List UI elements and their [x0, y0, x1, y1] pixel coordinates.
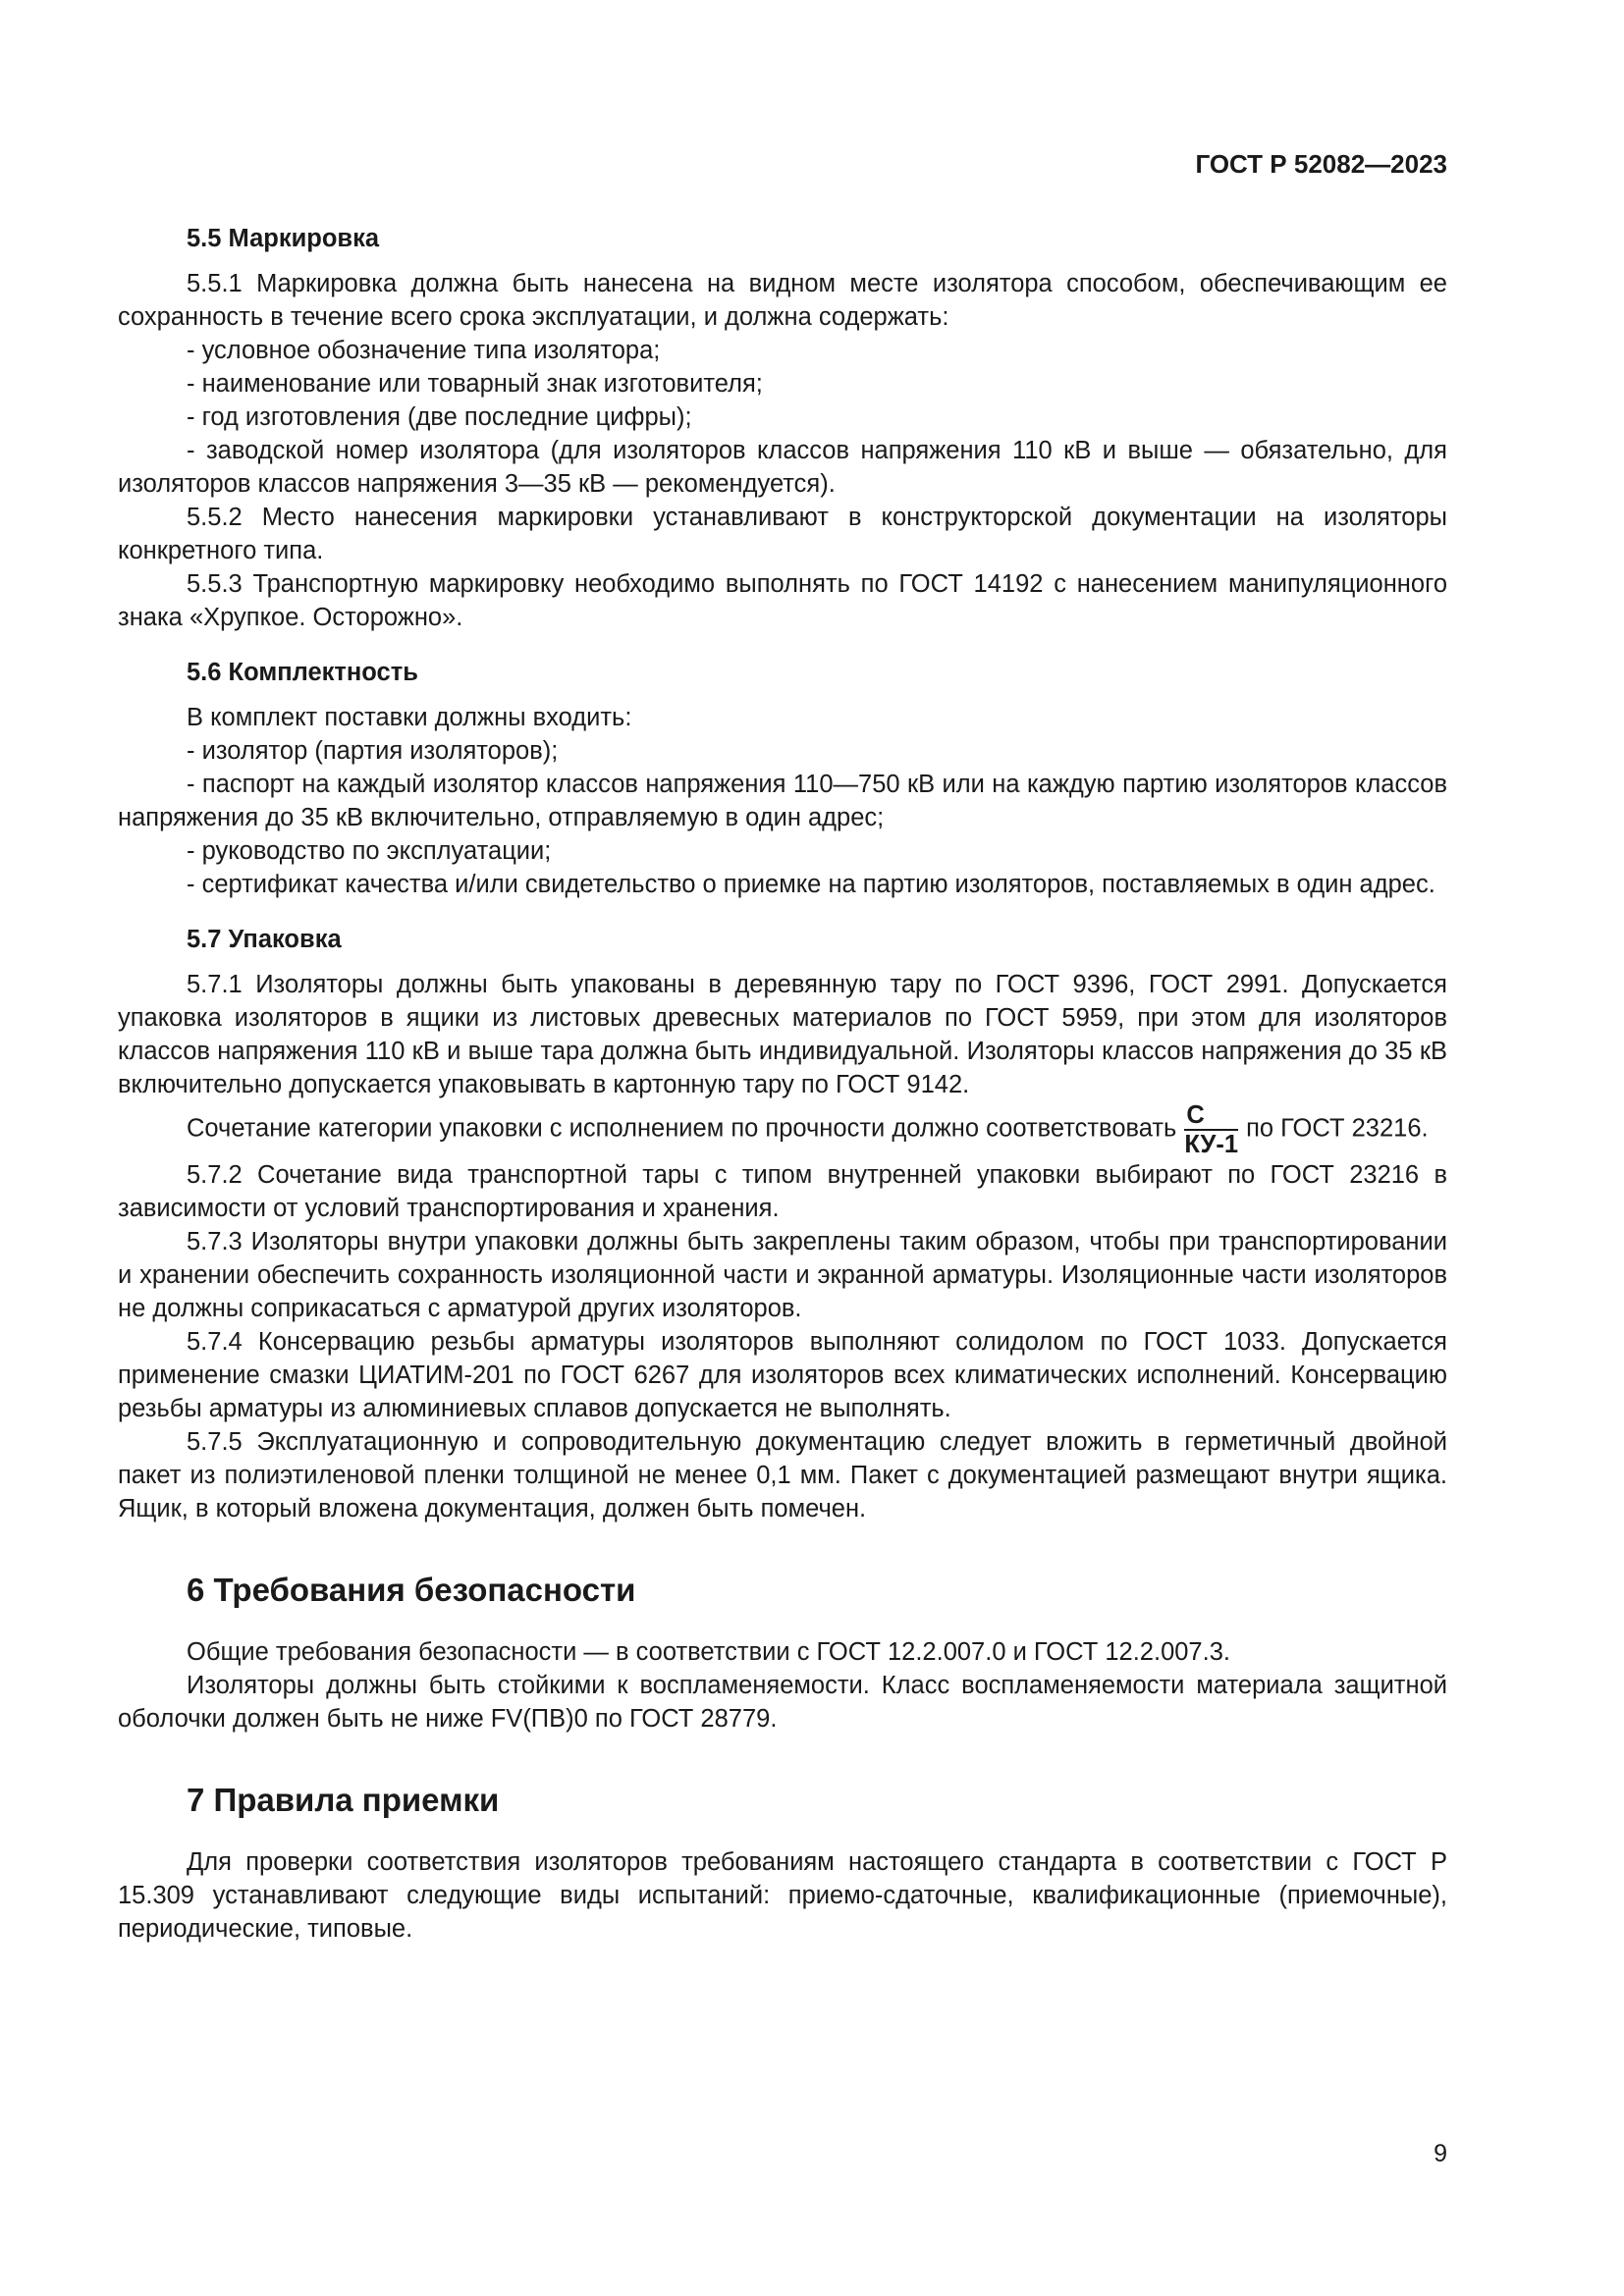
list-item: - год изготовления (две последние цифры);: [187, 403, 692, 431]
paragraph-5-7-3: 5.7.3 Изоляторы внутри упаковки должны быть закреплены таким образом, чтобы при транспортировании и хранении обеспечить сохранность изоляционной части и экранной арматуры. Изоляционные части изоляторов не должны соприкасаться с арматурой других изоляторов.: [118, 1228, 1447, 1322]
document-code: ГОСТ Р 52082—2023: [1195, 149, 1447, 179]
section-5-7-title: 5.7 Упаковка: [187, 926, 342, 953]
list-item: - условное обозначение типа изолятора;: [187, 337, 661, 364]
paragraph-5-6-intro: В комплект поставки должны входить:: [187, 704, 632, 731]
list-item: - паспорт на каждый изолятор классов напряжения 110—750 кВ или на каждую партию изоляторов классов напряжения до 35 кВ включительно, отправляемую в один адрес;: [118, 771, 1447, 831]
paragraph-5-7-5: 5.7.5 Эксплуатационную и сопроводительную документацию следует вложить в герметичный двойной пакет из полиэтиленовой пленки толщиной не менее 0,1 мм. Пакет с документацией размещают внутри ящика. Ящик, в который вложена документация, должен быть помечен.: [118, 1428, 1447, 1522]
fraction-numerator: С: [1184, 1101, 1238, 1131]
page-number: 9: [1434, 2140, 1447, 2167]
list-item: - наименование или товарный знак изготовителя;: [187, 370, 763, 398]
paragraph-5-7-1-combination: [118, 1101, 1447, 1158]
page-content: [118, 222, 1447, 1946]
paragraph-6-1: Общие требования безопасности — в соответствии с ГОСТ 12.2.007.0 и ГОСТ 12.2.007.3.: [187, 1638, 1230, 1666]
paragraph-5-5-2: 5.5.2 Место нанесения маркировки устанавливают в конструкторской документации на изоляторы конкретного типа.: [118, 504, 1447, 564]
list-item: - изолятор (партия изоляторов);: [187, 737, 559, 765]
paragraph-5-7-4: 5.7.4 Консервацию резьбы арматуры изоляторов выполняют солидолом по ГОСТ 1033. Допускается применение смазки ЦИАТИМ-201 по ГОСТ 6267 для изоляторов всех климатических исполнений. Консервацию резьбы арматуры из алюминиевых сплавов допускается не выполнять.: [118, 1328, 1447, 1422]
list-item: - сертификат качества и/или свидетельство о приемке на партию изоляторов, поставляемых в один адрес.: [187, 871, 1435, 898]
combination-text-end: по ГОСТ 23216.: [1246, 1114, 1429, 1143]
fraction-denominator: КУ-1: [1184, 1131, 1239, 1158]
combination-text: Сочетание категории упаковки с исполнением по прочности должно соответствовать: [187, 1114, 1177, 1143]
list-item: - заводской номер изолятора (для изоляторов классов напряжения 110 кВ и выше — обязательно, для изоляторов классов напряжения 3—35 кВ — рекомендуется).: [118, 437, 1447, 498]
category-fraction: [1184, 1101, 1238, 1158]
list-item: - руководство по эксплуатации;: [187, 837, 552, 865]
paragraph-5-7-2: 5.7.2 Сочетание вида транспортной тары с типом внутренней упаковки выбирают по ГОСТ 23216 в зависимости от условий транспортирования и хранения.: [118, 1161, 1447, 1222]
section-5-5-title: 5.5 Маркировка: [187, 225, 380, 252]
paragraph-7-1: Для проверки соответствия изоляторов требованиям настоящего стандарта в соответствии с ГОСТ Р 15.309 устанавливают следующие виды испытаний: приемо-сдаточные, квалификационные (приемочные), периодические, типовые.: [118, 1848, 1447, 1943]
paragraph-5-7-1: 5.7.1 Изоляторы должны быть упакованы в деревянную тару по ГОСТ 9396, ГОСТ 2991. Допускается упаковка изоляторов в ящики из листовых древесных материалов по ГОСТ 5959, при этом для изоляторов классов напряжения 110 кВ и выше тара должна быть индивидуальной. Изоляторы классов напряжения до 35 кВ включительно допускается упаковывать в картонную тару по ГОСТ 9142.: [118, 971, 1447, 1098]
paragraph-5-5-1: 5.5.1 Маркировка должна быть нанесена на видном месте изолятора способом, обеспечивающим ее сохранность в течение всего срока эксплуатации, и должна содержать:: [118, 270, 1447, 331]
paragraph-6-2: Изоляторы должны быть стойкими к воспламеняемости. Класс воспламеняемости материала защитной оболочки должен быть не ниже FV(ПВ)0 по ГОСТ 28779.: [118, 1672, 1447, 1733]
section-5-6-title: 5.6 Комплектность: [187, 659, 418, 686]
paragraph-5-5-3: 5.5.3 Транспортную маркировку необходимо выполнять по ГОСТ 14192 с нанесением манипуляционного знака «Хрупкое. Осторожно».: [118, 570, 1447, 631]
section-6-title: 6 Требования безопасности: [187, 1572, 636, 1608]
section-7-title: 7 Правила приемки: [187, 1782, 500, 1818]
